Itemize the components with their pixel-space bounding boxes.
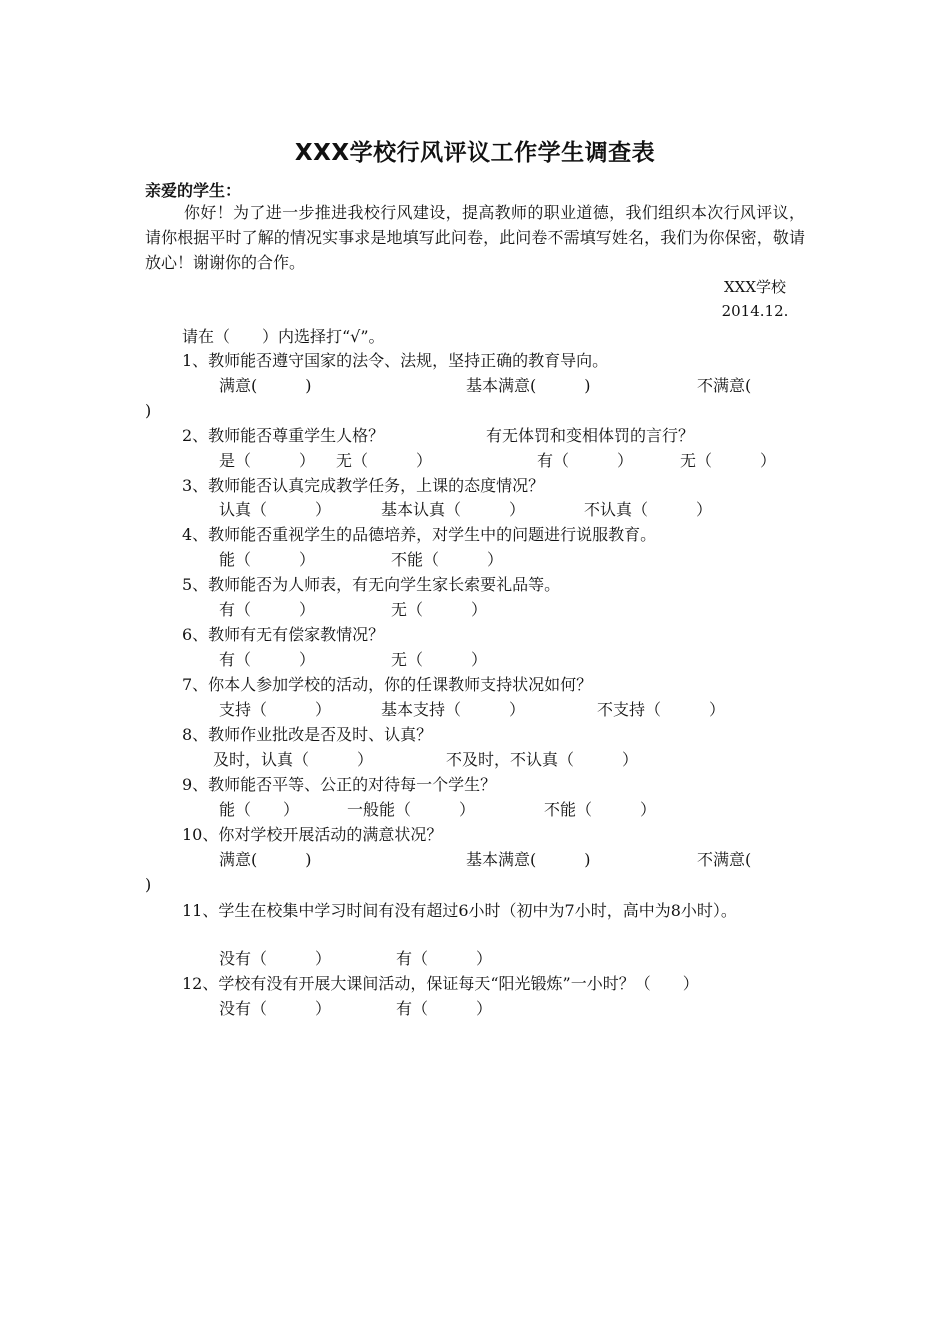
question-9: 9、教师能否平等、公正的对待每一个学生？ (182, 775, 497, 794)
q5-option-no[interactable]: 无（ ） (391, 600, 488, 619)
q1-option-satisfied[interactable]: 满意( ) (219, 376, 312, 395)
question-6: 6、教师有无有偿家教情况？ (182, 625, 385, 644)
q3-option-basically-serious[interactable]: 基本认真（ ） (381, 500, 526, 519)
q9-option-cannot[interactable]: 不能（ ） (544, 800, 657, 819)
q2b-option-no[interactable]: 无（ ） (680, 451, 777, 470)
q2b-option-yes[interactable]: 有（ ） (537, 451, 634, 470)
q11-option-no[interactable]: 没有（ ） (219, 949, 332, 968)
q2-option-yes[interactable]: 是（ ） (219, 451, 316, 470)
instruction: 请在（ ）内选择打“√”。 (182, 327, 385, 346)
question-5: 5、教师能否为人师表，有无向学生家长索要礼品等。 (182, 575, 561, 594)
q10-option-basically-satisfied[interactable]: 基本满意( ) (466, 850, 591, 869)
q8-option-timely[interactable]: 及时，认真（ ） (213, 750, 374, 769)
q7-option-basically-support[interactable]: 基本支持（ ） (381, 700, 526, 719)
question-2b: 有无体罚和变相体罚的言行？ (486, 426, 695, 445)
q4-option-can[interactable]: 能（ ） (219, 550, 316, 569)
q9-option-can[interactable]: 能（ ） (219, 800, 300, 819)
question-12: 12、学校有没有开展大课间活动，保证每天“阳光锻炼”一小时？（ ） (182, 974, 699, 993)
q3-option-not-serious[interactable]: 不认真（ ） (584, 500, 713, 519)
q12-option-yes[interactable]: 有（ ） (396, 999, 493, 1018)
question-7: 7、你本人参加学校的活动，你的任课教师支持状况如何？ (182, 675, 593, 694)
q9-option-generally[interactable]: 一般能（ ） (347, 800, 476, 819)
question-4: 4、教师能否重视学生的品德培养，对学生中的问题进行说服教育。 (182, 525, 657, 544)
question-11: 11、学生在校集中学习时间有没有超过6小时（初中为7小时，高中为8小时）。 (182, 901, 737, 920)
signature-date: 2014.12. (721, 302, 789, 320)
q1-option-basically-satisfied[interactable]: 基本满意( ) (466, 376, 591, 395)
question-2: 2、教师能否尊重学生人格？ (182, 426, 385, 445)
signature-school: XXX学校 (723, 278, 787, 296)
q10-option-unsatisfied[interactable]: 不满意( (697, 850, 752, 869)
q6-option-yes[interactable]: 有（ ） (219, 650, 316, 669)
intro-paragraph: 你好！为了进一步推进我校行风建设，提高教师的职业道德，我们组织本次行风评议，请你根据平时了解的情况实事求是地填写此问卷，此问卷不需填写姓名，我们为你保密，敬请放心！谢谢你的合作。 (145, 203, 805, 272)
q1-option-unsatisfied-close: ) (145, 401, 152, 420)
q12-option-no[interactable]: 没有（ ） (219, 999, 332, 1018)
q1-option-unsatisfied[interactable]: 不满意( (697, 376, 752, 395)
page-title: XXX学校行风评议工作学生调查表 (294, 140, 656, 166)
question-8: 8、教师作业批改是否及时、认真？ (182, 725, 433, 744)
q3-option-serious[interactable]: 认真（ ） (219, 500, 332, 519)
q7-option-not-support[interactable]: 不支持（ ） (597, 700, 726, 719)
q10-option-unsatisfied-close: ) (145, 875, 152, 894)
q7-option-support[interactable]: 支持（ ） (219, 700, 332, 719)
question-10: 10、你对学校开展活动的满意状况？ (182, 825, 443, 844)
salutation: 亲爱的学生： (145, 181, 242, 200)
q8-option-not-timely[interactable]: 不及时，不认真（ ） (446, 750, 639, 769)
q6-option-no[interactable]: 无（ ） (391, 650, 488, 669)
q11-option-yes[interactable]: 有（ ） (396, 949, 493, 968)
q5-option-yes[interactable]: 有（ ） (219, 600, 316, 619)
q4-option-cannot[interactable]: 不能（ ） (391, 550, 504, 569)
q10-option-satisfied[interactable]: 满意( ) (219, 850, 312, 869)
question-3: 3、教师能否认真完成教学任务，上课的态度情况？ (182, 476, 545, 495)
question-1: 1、教师能否遵守国家的法令、法规，坚持正确的教育导向。 (182, 351, 609, 370)
q2-option-no[interactable]: 无（ ） (336, 451, 433, 470)
